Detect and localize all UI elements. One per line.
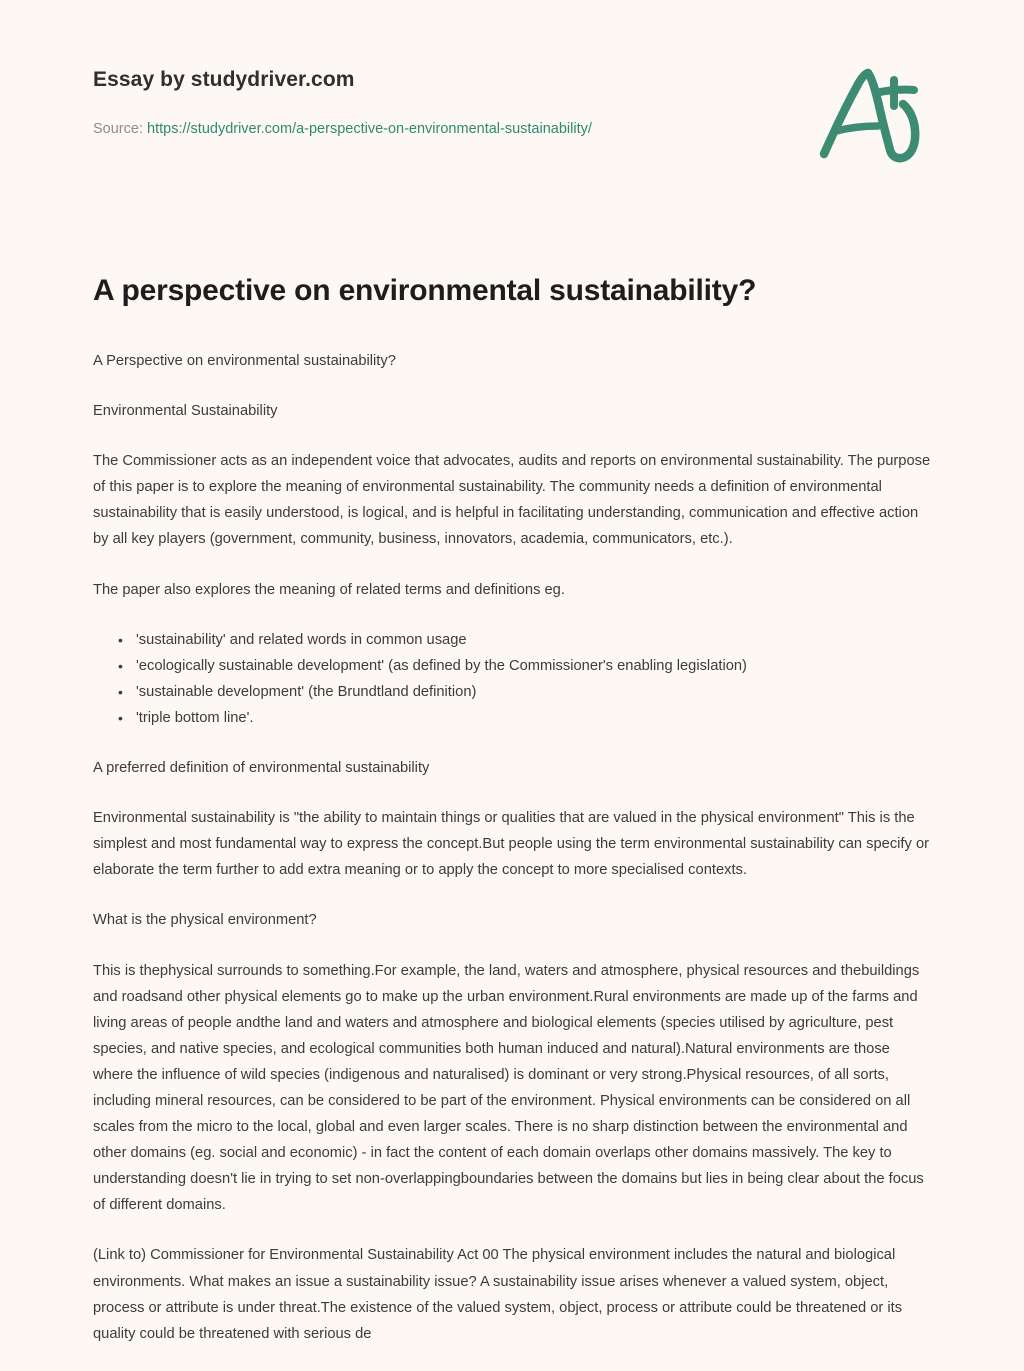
list-item: • 'sustainability' and related words in common usage	[136, 627, 933, 653]
source-line	[93, 121, 592, 137]
paragraph-preferred-definition-body: Environmental sustainability is "the ability to maintain things or qualities that are valued in the physical environment" This is the simplest and most fundamental way to express the concept.But people using the term environmental sustainability can specify or elaborate the term further to add extra meaning or to apply the concept to more specialised contexts.	[93, 810, 929, 879]
essay-body	[93, 348, 933, 1371]
essay-byline: Essay by studydriver.com	[93, 68, 355, 91]
list-item: • 'triple bottom line'.	[136, 705, 933, 731]
paragraph-sustainability-issue-body: (Link to) Commissioner for Environmental Sustainability Act 00 The physical environment includes the natural and biological environments. What makes an issue a sustainability issue? A sustainability issue arises whenever a valued system, object, process or attribute is under threat.The existence of the valued system, object, process or attribute could be threatened or its quality could be threatened with serious de	[93, 1247, 903, 1342]
paragraph-related-terms-lead: The paper also explores the meaning of related terms and definitions eg.	[93, 581, 565, 598]
paragraph-section-heading-physical-environment: What is the physical environment?	[93, 912, 317, 929]
paragraph-section-heading-preferred-definition: A preferred definition of environmental sustainability	[93, 760, 430, 777]
list-item: • 'ecologically sustainable development' (as defined by the Commissioner's enabling legislation)	[136, 653, 933, 679]
paragraph-section-heading-environmental-sustainability: Environmental Sustainability	[93, 403, 278, 420]
source-url-link[interactable]: https://studydriver.com/a-perspective-on-environmental-sustainability/	[147, 121, 592, 137]
page-title: A perspective on environmental sustainability?	[93, 274, 757, 308]
paragraph-commissioner-intro: The Commissioner acts as an independent voice that advocates, audits and reports on environmental sustainability. The purpose of this paper is to explore the meaning of environmental sustainability. The community needs a definition of environmental sustainability that is easily understood, is logical, and is helpful in facilitating understanding, communication and effective action by all key players (government, community, business, innovators, academia, communicators, etc.).	[93, 453, 931, 548]
paragraph-subtitle: A Perspective on environmental sustainability?	[93, 353, 396, 369]
related-terms-list	[93, 627, 933, 731]
a-plus-logo-icon	[806, 62, 934, 166]
source-label: Source:	[93, 121, 143, 137]
document-header	[0, 0, 1024, 200]
list-item: • 'sustainable development' (the Brundtland definition)	[136, 679, 933, 705]
paragraph-physical-environment-body: This is thephysical surrounds to something.For example, the land, waters and atmosphere, physical resources and thebuildings and roadsand other physical elements go to make up the urban environment.Rural environments are made up of the farms and living areas of people andthe land and waters and atmosphere and biological elements (species utilised by agriculture, pest species, and native species, and ecological communities both human induced and natural).Natural environments are those where the influence of wild species (indigenous and naturalised) is dominant or very strong.Physical resources, of all sorts, including mineral resources, can be considered to be part of the environment. Physical environments can be considered on all scales from the micro to the local, global and even larger scales. There is no sharp distinction between the environmental and other domains (eg. social and economic) - in fact the content of each domain overlaps other domains massively. The key to understanding doesn't lie in trying to set non-overlappingboundaries between the domains but lies in being clear about the focus of different domains.	[93, 962, 924, 1214]
